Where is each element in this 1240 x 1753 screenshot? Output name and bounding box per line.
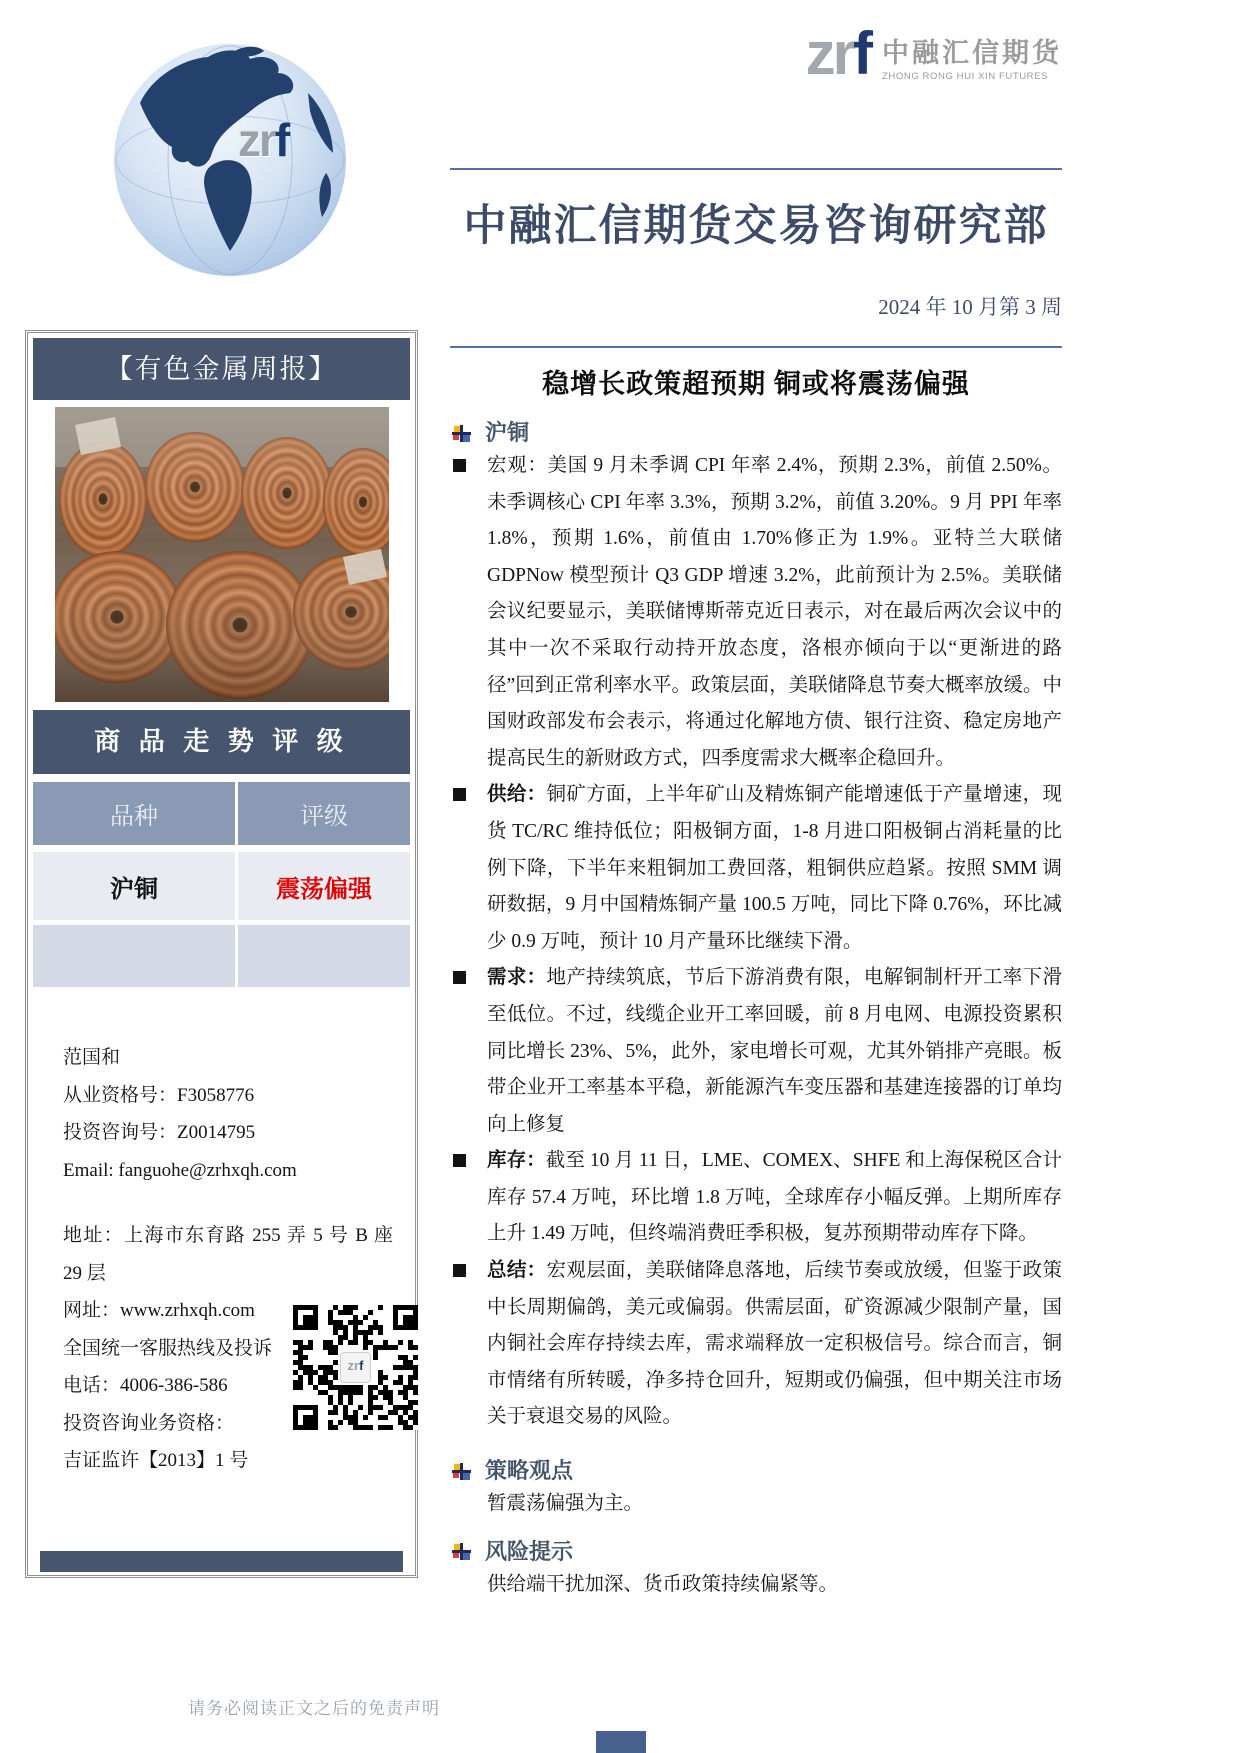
license-label: 投资咨询业务资格： (63, 1412, 235, 1434)
analyst-name: 范国和 (63, 1047, 121, 1068)
main-content (450, 0, 1062, 1603)
company-address: 地址：上海市东育路 255 弄 5 号 B 座 29 层 (63, 1225, 393, 1284)
section-heading-risk (450, 1537, 1062, 1567)
globe-graphic (112, 33, 348, 287)
logo-zr: zr (805, 20, 854, 87)
qr-center-logo (340, 1352, 371, 1383)
sidebar-bottom-bar (40, 1551, 403, 1572)
footer-disclaimer: 请务必阅读正文之后的免责声明 (188, 1699, 440, 1718)
page-footer-marker (596, 1731, 646, 1753)
copper-photo-graphic (55, 407, 389, 702)
qr-finder-pattern (293, 1305, 318, 1330)
plus-bullet-icon (452, 1462, 471, 1481)
column-header-variety: 品种 (33, 782, 235, 845)
analyst-cert-no: 从业资格号：F3058776 (63, 1084, 255, 1106)
analyst-advisor-no: 投资咨询号：Z0014795 (63, 1122, 256, 1143)
logo-f: f (853, 20, 870, 87)
paragraph-text: 截至 10 月 11 日，LME、COMEX、SHFE 和上海保税区合计库存 57.4 万吨，环比增 1.8 万吨，全球库存小幅反弹。上期所库存上升 1.49 万吨，但终端消费旺季积极，复苏预期带动库存下降。 (487, 1150, 1062, 1245)
globe-f: f (274, 114, 289, 166)
globe-zr: zr (238, 114, 275, 166)
column-header-rating: 评级 (238, 782, 410, 845)
analyst-email: Email: fanguohe@zrhxqh.com (63, 1159, 297, 1181)
paragraph-macro (450, 448, 1062, 777)
rating-table-empty-row (33, 925, 410, 987)
qr-finder-pattern (393, 1305, 418, 1330)
plus-bullet-icon (452, 424, 471, 443)
section-heading-copper (450, 418, 1062, 448)
square-bullet-icon (450, 448, 487, 777)
paragraph-text: 宏观层面，美联储降息落地，后续节奏或放缓，但鉴于政策中长周期偏鸽，美元或偏弱。供需层面，矿资源减少限制产量，国内铜社会库存持续去库，需求端释放一定积极信号。综合而言，铜市情绪有所转暖，净多持仓回升，短期或仍偏强，但中期关注市场关于衰退交易的风险。 (487, 1260, 1062, 1428)
report-title: 稳增长政策超预期 铜或将震荡偏强 (542, 369, 970, 399)
globe-zrf-text (238, 114, 289, 166)
department-title: 中融汇信期货交易咨询研究部 (463, 203, 1049, 250)
rating-table-header-row (33, 782, 410, 845)
paragraph-demand (450, 960, 1062, 1143)
square-bullet-icon (450, 1143, 487, 1253)
analyst-block (63, 1039, 410, 1189)
paragraph-label: 总结： (487, 1260, 547, 1282)
paragraph-text: 地产持续筑底，节后下游消费有限，电解铜制杆开工率下滑至低位。不过，线缆企业开工率回暖，前 8 月电网、电源投资累积同比增长 23%、5%，此外，家电增长可观，尤其外销排产亮眼。板带企业开工率基本平稳，新能源汽车变压器和基建连接器的订单均向上修复 (487, 967, 1062, 1135)
square-bullet-icon (450, 777, 487, 960)
qr-logo-zr: zr (347, 1358, 360, 1373)
paragraph-label: 供给： (487, 784, 547, 806)
section-title: 策略观点 (485, 1458, 574, 1484)
paragraph-supply (450, 777, 1062, 960)
paragraph-label: 宏观： (487, 455, 548, 476)
company-name-en: ZHONG RONG HUI XIN FUTURES (882, 71, 1049, 82)
paragraph-text: 美国 9 月未季调 CPI 年率 2.4%，预期 2.3%，前值 2.50%。未季调核心 CPI 年率 3.3%，预期 3.2%，前值 3.20%。9 月 PPI 年率 1.8%，预期 1.6%，前值由 1.70%修正为 1.9%。亚特兰大联储 GDPNow 模型预计 Q3 GDP 增速 3.2%，此前预计为 2.5%。美联储会议纪要显示，美联储博斯蒂克近日表示，对在最后两次会议中的其中一次不采取行动持开放态度，洛根亦倾向于以“更渐进的路径”回到正常利率水平。政策层面，美联储降息节奏大概率放缓。中国财政部发布会表示，将通过化解地方债、银行注资、稳定房地产提高民生的新财政方式，四季度需求大概率企稳回升。 (487, 455, 1062, 769)
section-heading-strategy (450, 1456, 1062, 1486)
qr-logo-f: f (359, 1358, 364, 1373)
license-number: 吉证监许【2013】1 号 (63, 1450, 249, 1471)
company-name-cn: 中融汇信期货 (882, 38, 1062, 68)
weekly-report-banner: 【有色金属周报】 (33, 338, 410, 400)
qr-code (293, 1305, 418, 1430)
rating-table-title: 商 品 走 势 评 级 (33, 710, 410, 774)
second-divider (450, 346, 1062, 348)
section-title: 风险提示 (485, 1538, 574, 1564)
variety-value: 沪铜 (33, 852, 235, 920)
empty-cell (238, 925, 410, 987)
section-title: 沪铜 (485, 420, 530, 445)
paragraph-text: 铜矿方面，上半年矿山及精炼铜产能增速低于产量增速，现货 TC/RC 维持低位；阳极铜方面，1-8 月进口阳极铜占消耗量的比例下降，下半年来粗铜加工费回落，粗铜供应趋紧。按照 SMM 调研数据，9 月中国精炼铜产量 100.5 万吨，同比下降 0.76%，环比减少 0.9 万吨，预计 10 月产量环比继续下滑。 (487, 784, 1062, 952)
paragraph-label: 库存： (487, 1150, 546, 1172)
risk-body: 供给端干扰加深、货币政策持续偏紧等。 (487, 1573, 839, 1595)
plus-bullet-icon (452, 1542, 471, 1561)
empty-cell (33, 925, 235, 987)
paragraph-label: 需求： (487, 967, 547, 989)
rating-value: 震荡偏强 (238, 852, 410, 920)
paragraph-summary (450, 1253, 1062, 1436)
copper-coils-photo (55, 407, 389, 702)
report-date: 2024 年 10 月第 3 周 (878, 295, 1062, 319)
globe-logo-icon (112, 33, 348, 287)
hotline-label: 全国统一客服热线及投诉 (63, 1337, 273, 1359)
company-phone: 电话：4006-386-586 (63, 1375, 228, 1396)
paragraph-inventory (450, 1143, 1062, 1253)
company-website: 网址：www.zrhxqh.com (63, 1300, 255, 1321)
square-bullet-icon (450, 960, 487, 1143)
square-bullet-icon (450, 1253, 487, 1436)
rating-table-row (33, 852, 410, 920)
qr-finder-pattern (293, 1405, 318, 1430)
top-divider (450, 168, 1062, 170)
sidebar (25, 330, 418, 1578)
strategy-body: 暂震荡偏强为主。 (487, 1493, 644, 1515)
